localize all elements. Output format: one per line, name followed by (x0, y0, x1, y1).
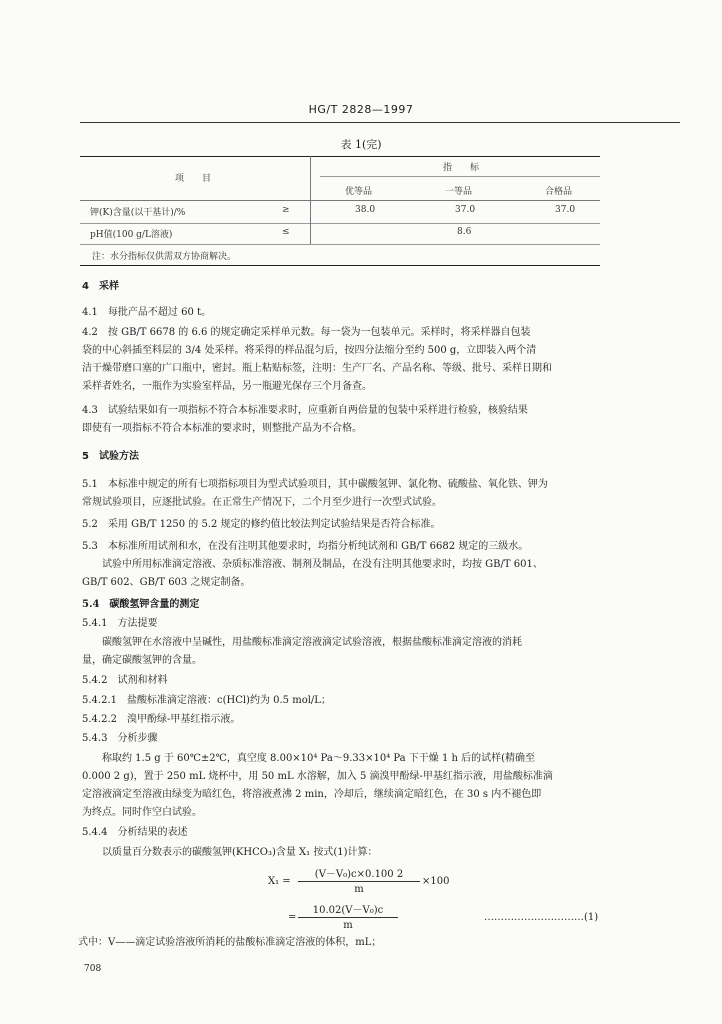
table-caption: 表 1(完) (340, 138, 382, 151)
clause-4-3-line1: 4.3 试验结果如有一项指标不符合本标准要求时，应重新自两倍量的包装中采样进行检验，核验结果 (82, 405, 528, 416)
table-row-rule (80, 223, 600, 224)
section-5-title: 5 试验方法 (82, 451, 139, 462)
clause-5-4-3-line1: 称取约 1.5 g 于 60℃±2℃，真空度 8.00×10⁴ Pa～9.33×10⁴ Pa 下干燥 1 h 后的试样(精确至 (102, 753, 536, 764)
table-note-rule (80, 244, 600, 245)
formula-equals: = (288, 912, 297, 923)
formula-denominator-2: m (343, 920, 353, 931)
grade-premium: 优等品 (345, 187, 373, 197)
where-clause: 式中：V——滴定试验溶液所消耗的盐酸标准滴定溶液的体积，mL； (78, 937, 382, 948)
col-item-header: 项 目 (175, 174, 212, 184)
table-top-border (80, 156, 600, 157)
clause-5-4: 5.4 碳酸氢钾含量的测定 (82, 599, 200, 610)
clause-5-3-line3: GB/T 602、GB/T 603 之规定制备。 (82, 577, 251, 588)
row1-first: 37.0 (455, 205, 476, 215)
clause-5-4-4-body: 以质量百分数表示的碳酸氢钾(KHCO₃)含量 X₁ 按式(1)计算： (102, 847, 378, 858)
col-index-header: 指 标 (443, 163, 480, 173)
section-4-title: 4 采样 (82, 281, 119, 292)
clause-4-2-line2: 袋的中心斜插至料层的 3/4 处采样。将采得的样品混匀后，按四分法缩分至约 500 g，立即装入两个清 (82, 345, 537, 356)
fraction-bar-1 (298, 881, 420, 882)
clause-4-2-line1: 4.2 按 GB/T 6678 的 6.6 的规定确定采样单元数。每一袋为一包装单元。采样时，将采样器自包装 (82, 327, 531, 338)
table-subheader-rule (320, 176, 600, 177)
clause-4-3-line2: 即使有一项指标不符合本标准的要求时，则整批产品为不合格。 (82, 423, 362, 434)
header-rule (80, 122, 680, 123)
fraction-bar-2 (298, 917, 398, 918)
row2-item: pH值(100 g/L溶液) (90, 230, 173, 240)
clause-5-4-2-1: 5.4.2.1 盐酸标准滴定溶液：c(HCl)约为 0.5 mol/L； (82, 695, 331, 706)
clause-5-4-3-line2: 0.000 2 g)，置于 250 mL 烧杯中，用 50 mL 水溶解，加入 5 滴溴甲酚绿-甲基红指示液，用盐酸标准滴 (82, 771, 553, 782)
clause-4-2-line4: 采样者姓名，一瓶作为实验室样品，另一瓶避光保存三个月备查。 (82, 381, 372, 392)
row1-cmp: ≥ (282, 205, 290, 215)
clause-5-1-line1: 5.1 本标准中规定的所有七项指标项目为型式试验项目，其中碳酸氢钾、氯化物、硫酸盐、氧化铁、钾为 (82, 479, 548, 490)
clause-5-4-3: 5.4.3 分析步骤 (82, 733, 158, 744)
formula-denominator-1: m (354, 884, 364, 895)
clause-4-1: 4.1 每批产品不超过 60 t。 (82, 307, 212, 318)
formula-lhs: X₁ = (268, 876, 291, 887)
page-number: 708 (84, 964, 102, 974)
clause-5-2: 5.2 采用 GB/T 1250 的 5.2 规定的修约值比较法判定试验结果是否符合标准。 (82, 519, 441, 530)
formula-label: …………………………(1) (484, 912, 599, 923)
table-divider (310, 156, 311, 244)
row2-cmp: ≤ (282, 227, 290, 237)
clause-5-1-line2: 常规试验项目，应逐批试验。在正常生产情况下，二个月至少进行一次型式试验。 (82, 497, 442, 508)
clause-5-4-3-line3: 定溶液滴定至溶液由绿变为暗红色，将溶液煮沸 2 min，冷却后，继续滴定暗红色，在 30 s 内不褪色即 (82, 789, 542, 800)
formula-numerator-2: 10.02(V－V₀)c (312, 905, 384, 916)
row1-premium: 38.0 (355, 205, 376, 215)
clause-4-2-line3: 洁干燥带磨口塞的广口瓶中，密封。瓶上粘贴标签，注明：生产厂名、产品名称、等级、批号、采样日期和 (82, 363, 552, 374)
clause-5-3-line2: 试验中所用标准滴定溶液、杂质标准溶液、制剂及制品，在没有注明其他要求时，均按 GB/T 601、 (102, 559, 543, 570)
row2-first: 8.6 (457, 227, 472, 237)
formula-multiplier: ×100 (422, 876, 450, 887)
row1-qualified: 37.0 (555, 205, 576, 215)
clause-5-4-1: 5.4.1 方法提要 (82, 618, 158, 629)
table-bottom-border (80, 265, 600, 266)
formula-numerator-1: (V－V₀)c×0.100 2 (314, 869, 404, 880)
clause-5-4-3-line4: 为终点。同时作空白试验。 (82, 807, 202, 818)
row1-item: 钾(K)含量(以干基计)/% (90, 208, 186, 218)
grade-qualified: 合格品 (545, 187, 573, 197)
table-header-rule (80, 200, 600, 201)
standard-number: HG/T 2828—1997 (308, 103, 414, 116)
clause-5-4-2: 5.4.2 试剂和材料 (82, 675, 168, 686)
clause-5-4-2-2: 5.4.2.2 溴甲酚绿-甲基红指示液。 (82, 714, 241, 725)
clause-5-4-1-line2: 量，确定碳酸氢钾的含量。 (82, 655, 202, 666)
clause-5-3-line1: 5.3 本标准所用试剂和水，在没有注明其他要求时，均指分析纯试剂和 GB/T 6682 规定的三级水。 (82, 541, 529, 552)
clause-5-4-1-line1: 碳酸氢钾在水溶液中呈碱性，用盐酸标准滴定溶液滴定试验溶液，根据盐酸标准滴定溶液的消耗 (102, 637, 522, 648)
clause-5-4-4: 5.4.4 分析结果的表述 (82, 827, 188, 838)
table-note: 注：水分指标仅供需双方协商解决。 (92, 252, 237, 262)
grade-first: 一等品 (445, 187, 473, 197)
